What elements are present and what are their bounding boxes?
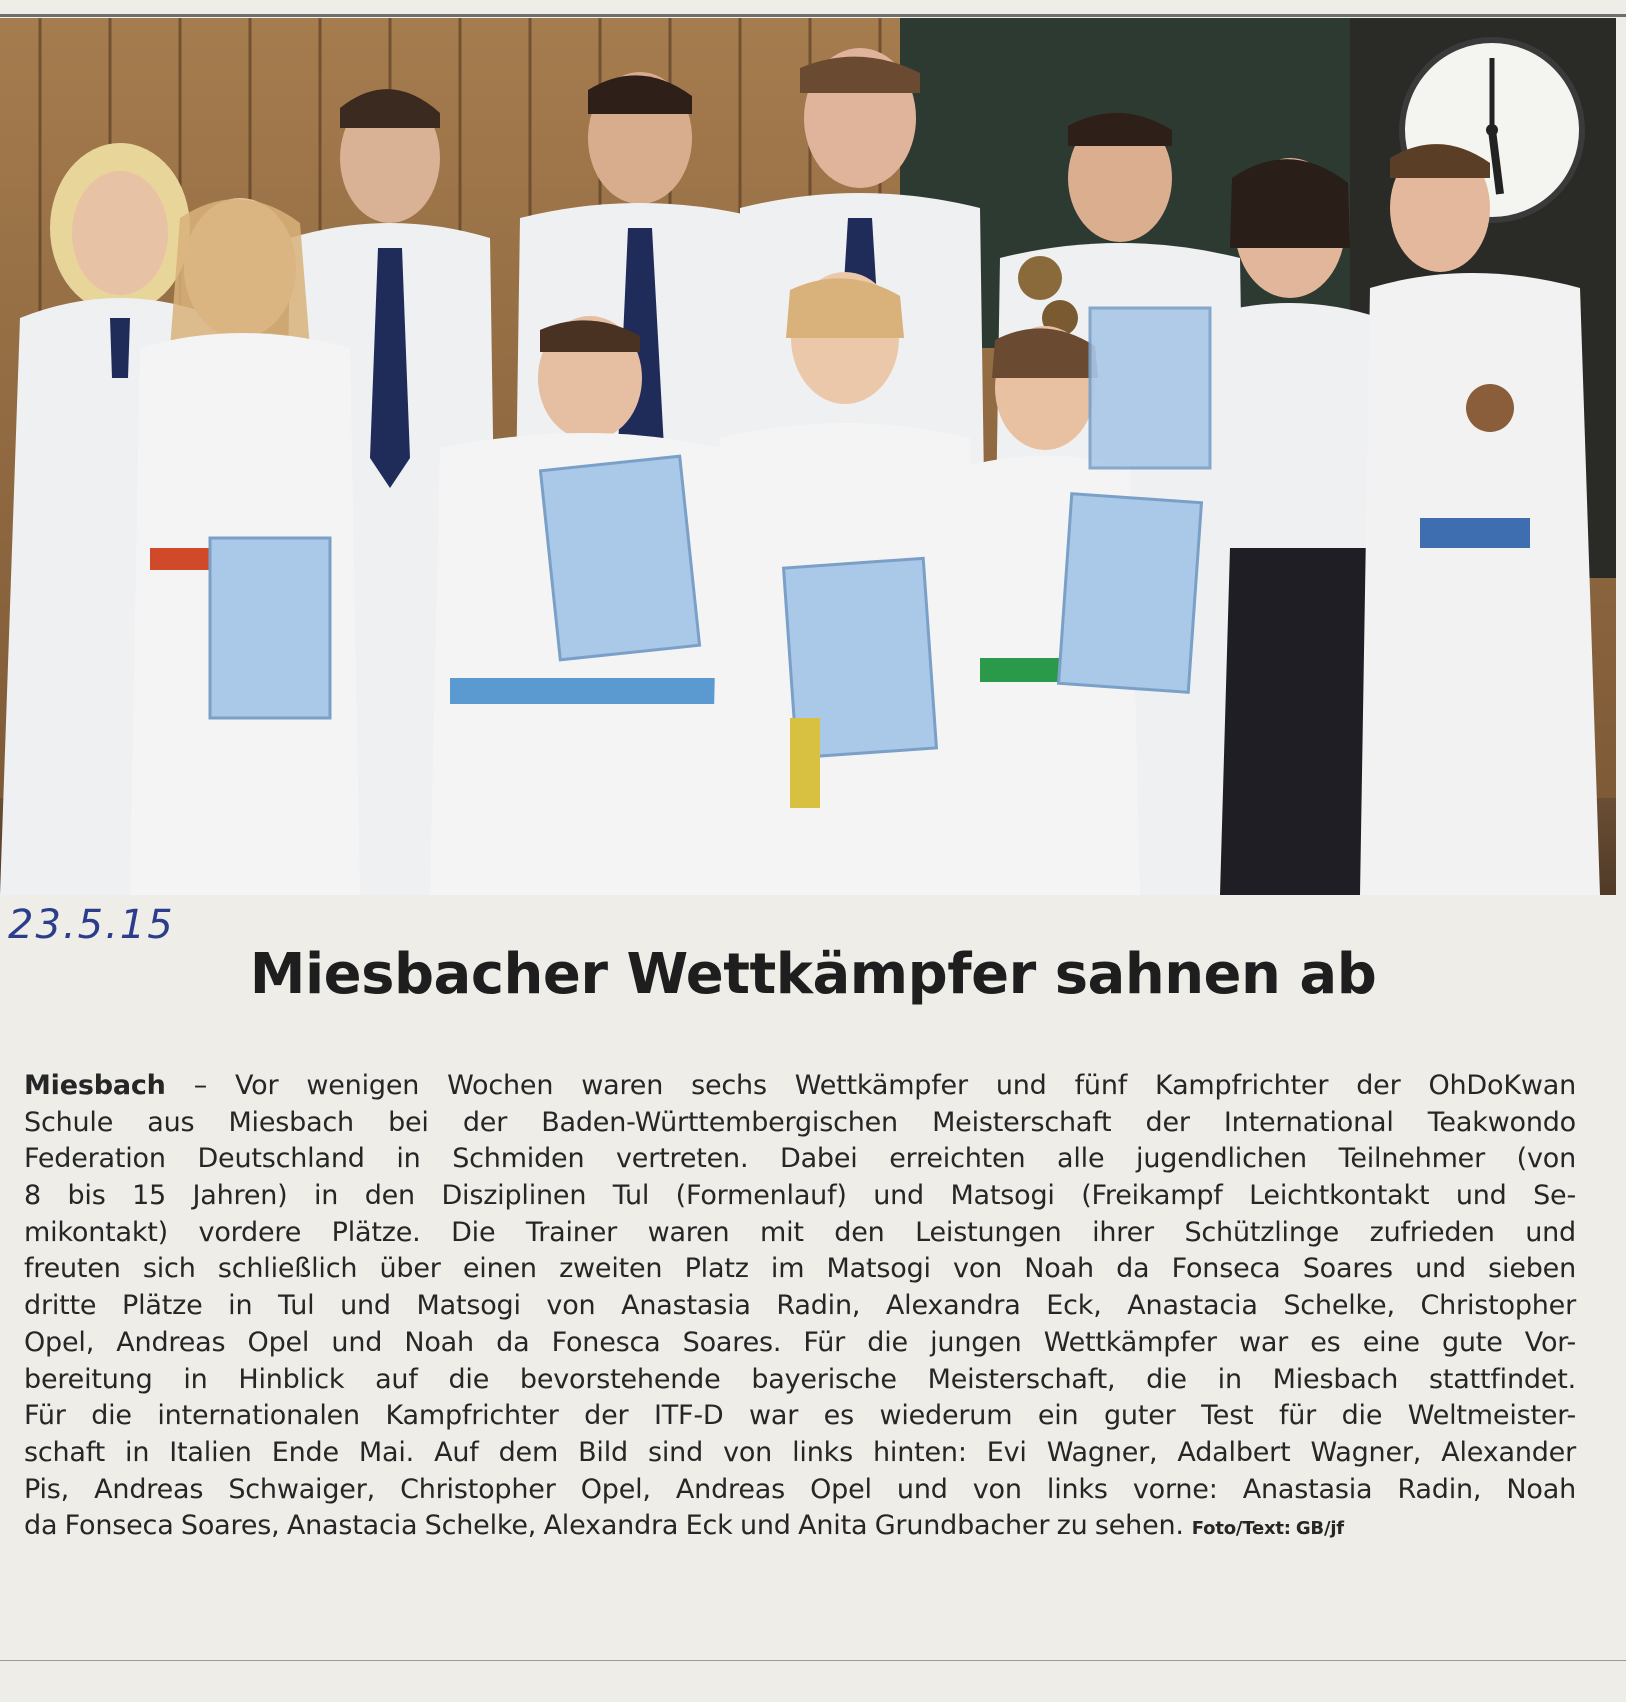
bottom-rule <box>0 1660 1626 1661</box>
article-line-text: da Fonseca Soares, Anastacia Schelke, Alexandra Eck und Anita Grundbacher zu sehen. <box>24 1510 1184 1542</box>
article-line-text: – Vor wenigen Wochen waren sechs Wettkämpfer und fünf Kampfrichter der OhDoKwan <box>193 1070 1576 1101</box>
article-line: bereitung in Hinblick auf die bevorstehende bayerische Meisterschaft, die in Miesbach stattfindet. <box>24 1363 1576 1395</box>
article-line <box>24 1508 1576 1545</box>
dateline: Miesbach <box>24 1070 166 1101</box>
article-line: Opel, Andreas Opel und Noah da Fonesca Soares. Für die jungen Wettkämpfer war es eine gute Vor- <box>24 1326 1576 1358</box>
article-line: schaft in Italien Ende Mai. Auf dem Bild sind von links hinten: Evi Wagner, Adalbert Wagner, Alexander <box>24 1436 1576 1468</box>
headline: Miesbacher Wettkämpfer sahnen ab <box>249 942 1377 1007</box>
article-line <box>24 1068 1576 1105</box>
article-body <box>24 1068 1576 1545</box>
certificate <box>1059 494 1202 693</box>
team-photo <box>0 18 1616 895</box>
article-line: freuten sich schließlich über einen zweiten Platz im Matsogi von Noah da Fonseca Soares und sieben <box>24 1253 1576 1285</box>
photo-credit: Foto/Text: GB/jf <box>1191 1518 1344 1540</box>
certificate <box>1090 308 1210 468</box>
article-line: Federation Deutschland in Schmiden vertreten. Dabei erreichten alle jugendlichen Teilnehmer (von <box>24 1143 1576 1175</box>
certificate <box>540 456 699 660</box>
article-line: 8 bis 15 Jahren) in den Disziplinen Tul (Formenlauf) und Matsogi (Freikampf Leichtkontakt und Se- <box>24 1180 1576 1212</box>
top-rule <box>0 14 1626 17</box>
certificate <box>210 538 330 718</box>
article-line: dritte Plätze in Tul und Matsogi von Anastasia Radin, Alexandra Eck, Anastacia Schelke, Christopher <box>24 1290 1576 1322</box>
article-line: Für die internationalen Kampfrichter der ITF-D war es wiederum ein guter Test für die Weltmeister- <box>24 1400 1576 1432</box>
article-line: Schule aus Miesbach bei der Baden-Württembergischen Meisterschaft der International Teakwondo <box>24 1106 1576 1138</box>
handwritten-date: 23.5.15 <box>8 902 175 948</box>
article-line: mikontakt) vordere Plätze. Die Trainer waren mit den Leistungen ihrer Schützlinge zufrieden und <box>24 1216 1576 1248</box>
team-photo-illustration <box>0 18 1616 895</box>
article-line: Pis, Andreas Schwaiger, Christopher Opel, Andreas Opel und von links vorne: Anastasia Radin, Noah <box>24 1473 1576 1505</box>
